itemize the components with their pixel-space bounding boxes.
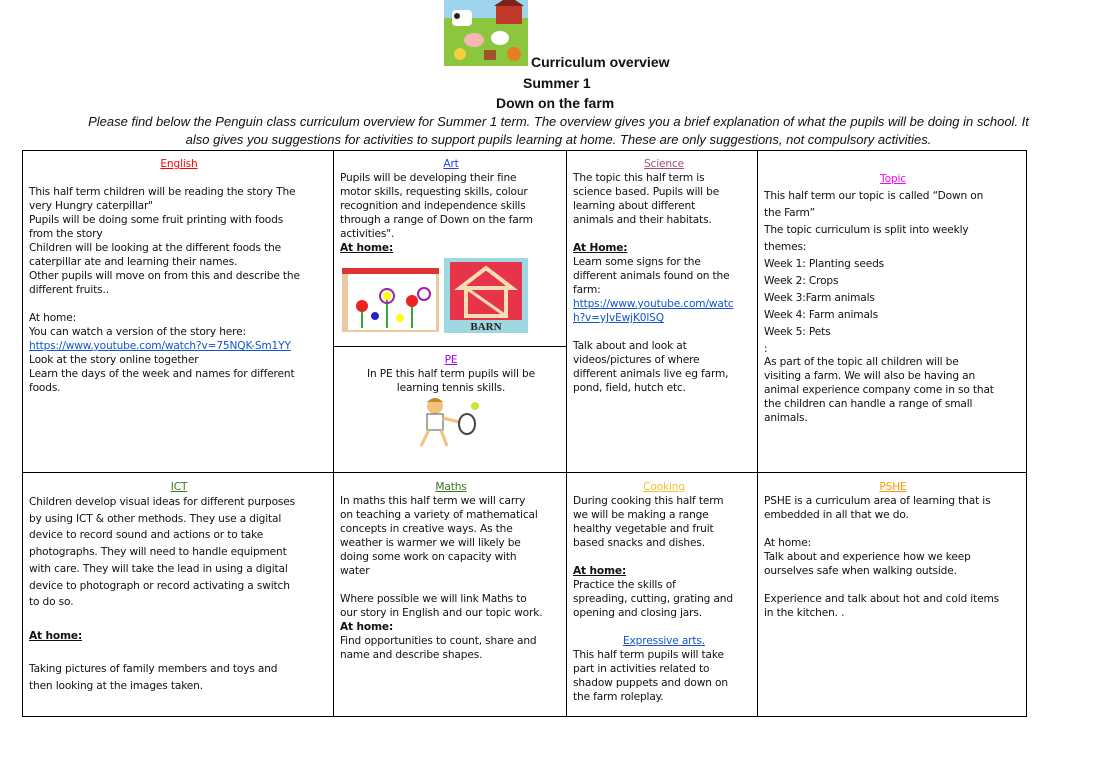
maths-text-line: concepts in creative ways. As the — [340, 523, 513, 535]
science-link[interactable]: h?v=yJvEwjK0lSQ — [573, 312, 664, 324]
cooking-heading: Cooking — [643, 481, 685, 493]
english-text-line: You can watch a version of the story here: — [29, 326, 246, 338]
pshe-line — [764, 508, 1022, 522]
expressive-text-line: shadow puppets and down on — [573, 677, 728, 689]
ict-text-line: device to record sound and actions or to take — [29, 529, 264, 542]
maths-line — [340, 648, 562, 662]
english-line — [29, 297, 329, 311]
science-text-line: farm: — [573, 284, 601, 296]
ict-line — [29, 494, 329, 511]
science-line — [573, 171, 755, 185]
art-line — [340, 171, 562, 185]
english-line — [29, 227, 329, 241]
maths-text-line: weather is warmer we will likely be — [340, 537, 521, 549]
english-line — [29, 213, 329, 227]
english-text-line: Learn the days of the week and names for different — [29, 368, 295, 380]
english-text-line: Other pupils will move on from this and describe the — [29, 270, 300, 282]
art-text-line: activities". — [340, 228, 395, 240]
science-line — [573, 353, 755, 367]
ict-line — [29, 527, 329, 544]
topic-text-line: the Farm” — [764, 207, 815, 219]
ict-line — [29, 561, 329, 578]
ict-line — [29, 628, 329, 645]
ict-line — [29, 644, 329, 661]
flower-painting-image — [342, 268, 439, 332]
english-text-line: different fruits.. — [29, 284, 109, 296]
english-text-line: caterpillar ate and learning their names. — [29, 256, 238, 268]
ict-text-line: photographs. They will need to handle equipment — [29, 546, 287, 559]
pe-line — [340, 381, 562, 395]
english-line — [29, 353, 329, 367]
topic-line — [764, 307, 1022, 324]
column-divider — [566, 151, 567, 716]
topic-text-line: : — [764, 343, 768, 355]
cooking-text-line: we will be making a range — [573, 509, 709, 521]
english-text-line: very Hungry caterpillar" — [29, 200, 153, 212]
pe-line — [340, 367, 562, 381]
science-text-line: pond, field, hutch etc. — [573, 382, 686, 394]
science-text-line: The topic this half term is — [573, 172, 705, 184]
ict-cell — [29, 480, 329, 694]
science-line — [573, 325, 755, 339]
topic-text-line: This half term our topic is called “Down on — [764, 190, 984, 202]
topic-text-line: The topic curriculum is split into weekly — [764, 224, 969, 236]
maths-text-line: At home: — [340, 621, 394, 633]
maths-line — [340, 620, 562, 634]
english-line — [29, 255, 329, 269]
science-line — [573, 213, 755, 227]
english-line — [29, 311, 329, 325]
pe-text-line: learning tennis skills. — [396, 382, 506, 394]
science-line — [573, 269, 755, 283]
english-line — [29, 241, 329, 255]
cooking-text-line: During cooking this half term — [573, 495, 724, 507]
english-text-line: Look at the story online together — [29, 354, 199, 366]
topic-line — [764, 222, 1022, 239]
topic-text-line: Week 2: Crops — [764, 275, 839, 287]
pe-heading: PE — [444, 354, 458, 366]
art-text-line: recognition and independence skills — [340, 200, 526, 212]
science-text-line: videos/pictures of where — [573, 354, 700, 366]
maths-cell — [340, 480, 562, 662]
topic-line — [764, 205, 1022, 222]
cooking-line — [573, 564, 755, 578]
english-text-line: Pupils will be doing some fruit printing with foods — [29, 214, 284, 226]
cooking-line — [573, 494, 755, 508]
english-text-line: foods. — [29, 382, 61, 394]
topic-text-line: Week 1: Planting seeds — [764, 258, 885, 270]
expressive-line — [573, 648, 755, 662]
pshe-line — [764, 578, 1022, 592]
art-line — [340, 227, 562, 241]
topic-text-line: animal experience company come in so that — [764, 384, 994, 396]
cooking-text-line: Practice the skills of — [573, 579, 676, 591]
ict-line — [29, 511, 329, 528]
topic-line — [764, 290, 1022, 307]
science-text-line: science based. Pupils will be — [573, 186, 720, 198]
cooking-line — [573, 550, 755, 564]
intro-line-2: also gives you suggestions for activities to support pupils learning at home. These are only suggestions, not compulsory activities. — [185, 132, 932, 147]
english-text-line: At home: — [29, 312, 76, 324]
column-divider — [333, 151, 334, 716]
maths-text-line: Find opportunities to count, share and — [340, 635, 537, 647]
english-line — [29, 185, 329, 199]
science-line — [573, 227, 755, 241]
ict-text-line: then looking at the images taken. — [29, 679, 203, 692]
maths-line — [340, 564, 562, 578]
science-text-line: Talk about and look at — [573, 340, 687, 352]
english-text-line: from the story — [29, 228, 103, 240]
english-cell — [29, 157, 329, 395]
ict-line — [29, 661, 329, 678]
topic-text-line: the children can handle a range of small — [764, 398, 973, 410]
maths-line — [340, 606, 562, 620]
english-line — [29, 171, 329, 185]
ict-text-line: with care. They will take the lead in using a digital — [29, 562, 288, 575]
art-heading: Art — [443, 158, 459, 170]
art-line — [340, 185, 562, 199]
cooking-line — [573, 536, 755, 550]
ict-text-line: to do so. — [29, 596, 74, 609]
science-line — [573, 255, 755, 269]
pshe-text-line: ourselves safe when walking outside. — [764, 565, 957, 577]
expressive-arts-heading: Expressive arts. — [623, 635, 705, 647]
document-title: Curriculum overview — [531, 54, 670, 70]
maths-line — [340, 592, 562, 606]
ict-text-line: At home: — [29, 629, 83, 642]
maths-line — [340, 578, 562, 592]
science-text-line: Learn some signs for the — [573, 256, 701, 268]
maths-text-line: on teaching a variety of mathematical — [340, 509, 538, 521]
art-line — [340, 241, 562, 255]
art-pe-divider — [333, 346, 566, 347]
tennis-player-image — [413, 396, 483, 450]
science-text-line: different animals live eg farm, — [573, 368, 729, 380]
science-line — [573, 311, 755, 325]
ict-text-line: Taking pictures of family members and toys and — [29, 663, 278, 675]
english-line — [29, 199, 329, 213]
english-line — [29, 269, 329, 283]
cooking-text-line: At home: — [573, 565, 627, 577]
english-line — [29, 283, 329, 297]
science-text-line: At Home: — [573, 242, 628, 254]
cooking-cell — [573, 480, 755, 704]
maths-line — [340, 634, 562, 648]
expressive-line — [573, 690, 755, 704]
art-text-line: At home: — [340, 242, 394, 254]
cooking-line — [573, 578, 755, 592]
art-line — [340, 199, 562, 213]
pshe-line — [764, 564, 1022, 578]
pshe-heading: PSHE — [879, 481, 907, 493]
topic-line — [764, 397, 1022, 411]
english-line — [29, 381, 329, 395]
english-text-line: Children will be looking at the different foods the — [29, 242, 282, 254]
topic-text-line: Week 3:Farm animals — [764, 292, 875, 304]
maths-text-line: doing some work on capacity with — [340, 551, 517, 563]
pshe-line — [764, 536, 1022, 550]
maths-text-line: name and describe shapes. — [340, 649, 483, 661]
maths-line — [340, 536, 562, 550]
pshe-text-line: At home: — [764, 537, 811, 549]
ict-heading: ICT — [170, 481, 188, 493]
maths-line — [340, 550, 562, 564]
science-cell — [573, 157, 755, 395]
art-line — [340, 213, 562, 227]
science-line — [573, 199, 755, 213]
expressive-text-line: the farm roleplay. — [573, 691, 664, 703]
pshe-cell — [764, 480, 1022, 620]
maths-text-line: In maths this half term we will carry — [340, 495, 526, 507]
cooking-line — [573, 620, 755, 634]
art-text-line: motor skills, requesting skills, colour — [340, 186, 528, 198]
science-text-line: animals and their habitats. — [573, 214, 712, 226]
cooking-text-line: opening and closing jars. — [573, 607, 702, 619]
barn-caption: BARN — [470, 321, 502, 333]
cooking-text-line: spreading, cutting, grating and — [573, 593, 733, 605]
english-line — [29, 325, 329, 339]
topic-text-line: Week 4: Farm animals — [764, 309, 878, 321]
ict-line — [29, 678, 329, 695]
topic-line — [764, 188, 1022, 205]
maths-line — [340, 522, 562, 536]
english-heading: English — [160, 158, 198, 170]
pshe-text-line: embedded in all that we do. — [764, 509, 909, 521]
ict-line — [29, 544, 329, 561]
topic-cell — [764, 171, 1022, 358]
science-text-line: learning about different — [573, 200, 696, 212]
pshe-text-line: Talk about and experience how we keep — [764, 551, 971, 563]
pshe-line — [764, 592, 1022, 606]
maths-line — [340, 508, 562, 522]
farm-logo-image — [444, 0, 528, 66]
ict-line — [29, 594, 329, 611]
expressive-text-line: This half term pupils will take — [573, 649, 724, 661]
expressive-line — [573, 662, 755, 676]
topic-text-line: As part of the topic all children will be — [764, 356, 959, 368]
pshe-text-line: in the kitchen. . — [764, 607, 845, 619]
cooking-line — [573, 522, 755, 536]
topic-line — [764, 411, 1022, 425]
intro-line-1: Please find below the Penguin class curriculum overview for Summer 1 term. The overview gives you a brief explanation of what the pupils will be doing in school. It — [88, 114, 1029, 129]
science-line — [573, 185, 755, 199]
topic-line — [764, 273, 1022, 290]
topic-title: Down on the farm — [496, 95, 615, 111]
science-line — [573, 367, 755, 381]
maths-line — [340, 494, 562, 508]
topic-text-line: animals. — [764, 412, 808, 424]
english-line — [29, 367, 329, 381]
topic-heading: Topic — [880, 173, 906, 185]
art-cell — [340, 157, 562, 255]
topic-line — [764, 355, 1022, 369]
cooking-line — [573, 606, 755, 620]
pe-text-line: In PE this half term pupils will be — [367, 368, 535, 380]
ict-line — [29, 578, 329, 595]
pshe-line — [764, 550, 1022, 564]
topic-text-line: visiting a farm. We will also be having an — [764, 370, 976, 382]
science-line — [573, 381, 755, 395]
pshe-text-line: Experience and talk about hot and cold items — [764, 593, 999, 605]
maths-heading: Maths — [435, 481, 467, 493]
science-text-line: different animals found on the — [573, 270, 730, 282]
cooking-line — [573, 592, 755, 606]
topic-line — [764, 369, 1022, 383]
ict-line — [29, 611, 329, 628]
topic-line — [764, 324, 1022, 341]
pshe-line — [764, 494, 1022, 508]
english-link[interactable]: https://www.youtube.com/watch?v=75NQK-Sm1YY — [29, 340, 291, 352]
science-line — [573, 241, 755, 255]
topic-line — [764, 383, 1022, 397]
science-line — [573, 339, 755, 353]
column-divider — [757, 151, 758, 716]
ict-text-line: device to photograph or record activating a switch — [29, 579, 290, 592]
art-text-line: Pupils will be developing their fine — [340, 172, 517, 184]
cooking-line — [573, 508, 755, 522]
pe-cell — [340, 353, 562, 395]
pshe-line — [764, 522, 1022, 536]
row-divider — [23, 472, 1026, 473]
ict-text-line: by using ICT & other methods. They use a digital — [29, 512, 282, 525]
expressive-text-line: part in activities related to — [573, 663, 710, 675]
topic-text-line: Week 5: Pets — [764, 326, 831, 338]
ict-text-line: Children develop visual ideas for different purposes — [29, 496, 296, 508]
topic-line — [764, 239, 1022, 256]
maths-text-line: our story in English and our topic work. — [340, 607, 543, 619]
topic-cell-continued — [764, 355, 1022, 425]
art-text-line: through a range of Down on the farm — [340, 214, 533, 226]
cooking-text-line: healthy vegetable and fruit — [573, 523, 714, 535]
english-text-line: This half term children will be reading the story The — [29, 186, 296, 198]
science-line — [573, 297, 755, 311]
pshe-line — [764, 606, 1022, 620]
cooking-text-line: based snacks and dishes. — [573, 537, 705, 549]
maths-text-line: water — [340, 565, 370, 577]
science-heading: Science — [643, 158, 685, 170]
pshe-text-line: PSHE is a curriculum area of learning that is — [764, 495, 991, 507]
maths-text-line: Where possible we will link Maths to — [340, 593, 527, 605]
science-line — [573, 283, 755, 297]
science-link[interactable]: https://www.youtube.com/watc — [573, 298, 734, 310]
expressive-line — [573, 676, 755, 690]
topic-line — [764, 256, 1022, 273]
barn-craft-image — [444, 258, 528, 333]
topic-text-line: themes: — [764, 241, 807, 253]
english-line — [29, 339, 329, 353]
term-title: Summer 1 — [523, 75, 591, 91]
